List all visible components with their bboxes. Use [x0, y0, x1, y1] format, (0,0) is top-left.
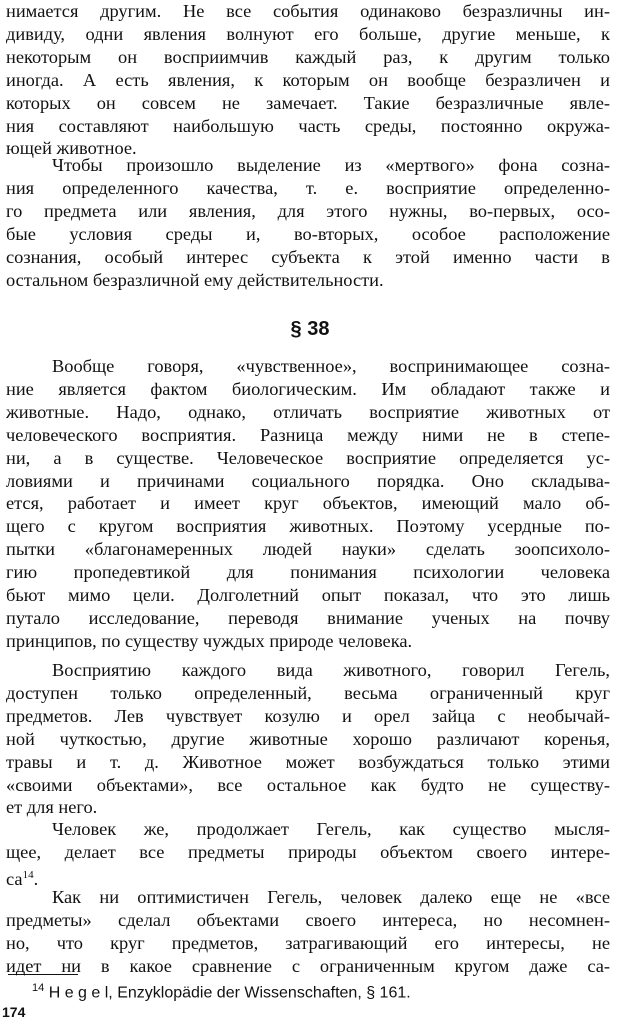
paragraph-continued — [6, 0, 610, 160]
footnote-text: Enzyklopädie der Wissenschaften, § 161. — [117, 984, 411, 1002]
text-line: путало исследование, переводя внимание ученых на почву — [6, 607, 610, 628]
footnote — [32, 982, 411, 1002]
text-line: Вообще говоря, «чувственное», воспринимающее созна- — [52, 356, 610, 376]
footnote-divider — [8, 974, 78, 975]
text-line: пытки «благонамеренных людей науки» сделать зоопсихоло- — [6, 539, 610, 560]
footnote-number: 14 — [32, 982, 45, 994]
text-line: сознания, особый интерес субъекта к этой именно части в — [6, 246, 610, 267]
paragraph — [6, 818, 610, 891]
text-line: щего с кругом восприятия животных. Поэтому усердные по- — [6, 516, 610, 537]
text-line: предметов. Лев чувствует козулю и орел зайца с необычай- — [6, 705, 610, 726]
text-line: бьют мимо цели. Долголетний опыт показал, что это лишь — [6, 585, 610, 606]
text-line: Восприятию каждого вида животного, говорил Гегель, — [52, 660, 610, 680]
text-line: ет для него. — [6, 797, 98, 818]
text-line: ется, работает и имеет круг объектов, имеющий мало об- — [6, 493, 610, 514]
text-fragment: са — [6, 868, 23, 889]
text-line: щее, делает все предметы природы объектом своего интере- — [6, 841, 610, 862]
text-line: бые условия среды и, во-вторых, особое расположение — [6, 223, 610, 244]
text-line: ние является фактом биологическим. Им обладают также и — [6, 378, 610, 399]
text-line: принципов, по существу чуждых природе человека. — [6, 630, 413, 651]
text-line: ной чуткостью, другие животные хорошо различают коренья, — [6, 728, 610, 749]
text-line: человеческого восприятия. Разница между ними не в степе- — [6, 424, 610, 445]
text-line: иногда. А есть явления, к которым он вообще безразличен и — [6, 69, 610, 90]
text-line: ния определенного качества, т. е. восприятие определенно- — [6, 177, 610, 198]
footnote-author: H e g e l, — [48, 984, 113, 1002]
text-line: нимается другим. Не все события одинаково безразличны ин- — [6, 1, 610, 21]
text-line: «своими объектами», все остальное как будто не существу- — [6, 774, 610, 795]
paragraph — [6, 659, 610, 819]
paragraph — [6, 355, 610, 653]
text-line: идет ни в какое сравнение с ограниченным кругом даже са- — [6, 955, 610, 976]
text-line: ния составляют наибольшую часть среды, постоянно окружа- — [6, 115, 610, 136]
text-line: которых он совсем не замечает. Такие безразличные явле- — [6, 92, 610, 113]
footnote-reference: 14 — [22, 868, 34, 881]
page-number: 174 — [2, 1004, 26, 1020]
text-line: доступен только определенный, весьма ограниченный круг — [6, 682, 610, 703]
paragraph — [6, 886, 610, 978]
text-line: го предмета или явления, для этого нужны, во-первых, осо- — [6, 200, 610, 221]
text-line: остальном безразличной ему действительности. — [6, 269, 384, 290]
text-line: предметы» сделал объектами своего интереса, но несомнен- — [6, 909, 610, 930]
text-line: ловиями и причинами социального порядка. Оно складыва- — [6, 470, 610, 491]
text-line: травы и т. д. Животное может возбуждаться только этими — [6, 751, 610, 772]
text-line: Человек же, продолжает Гегель, как существо мысля- — [52, 819, 610, 839]
text-line: гию пропедевтикой для понимания психологии человека — [6, 562, 610, 583]
text-line: Чтобы произошло выделение из «мертвого» фона созна- — [52, 155, 610, 175]
text-line: но, что круг предметов, затрагивающий его интересы, не — [6, 932, 610, 953]
text-line: ющей животное. — [6, 138, 137, 159]
text-line: животные. Надо, однако, отличать восприятие животных от — [6, 401, 610, 422]
paragraph — [6, 154, 610, 291]
section-heading: § 38 — [290, 318, 330, 340]
text-line: ни, а в существе. Человеческое восприятие определяется ус- — [6, 447, 610, 468]
text-fragment: . — [33, 868, 39, 889]
text-line: Как ни оптимистичен Гегель, человек далеко еще не «все — [52, 887, 610, 907]
text-line: некоторым он восприимчив каждый раз, к другим только — [6, 46, 610, 67]
text-line: дивиду, одни явления волнуют его больше, другие меньше, к — [6, 23, 610, 44]
